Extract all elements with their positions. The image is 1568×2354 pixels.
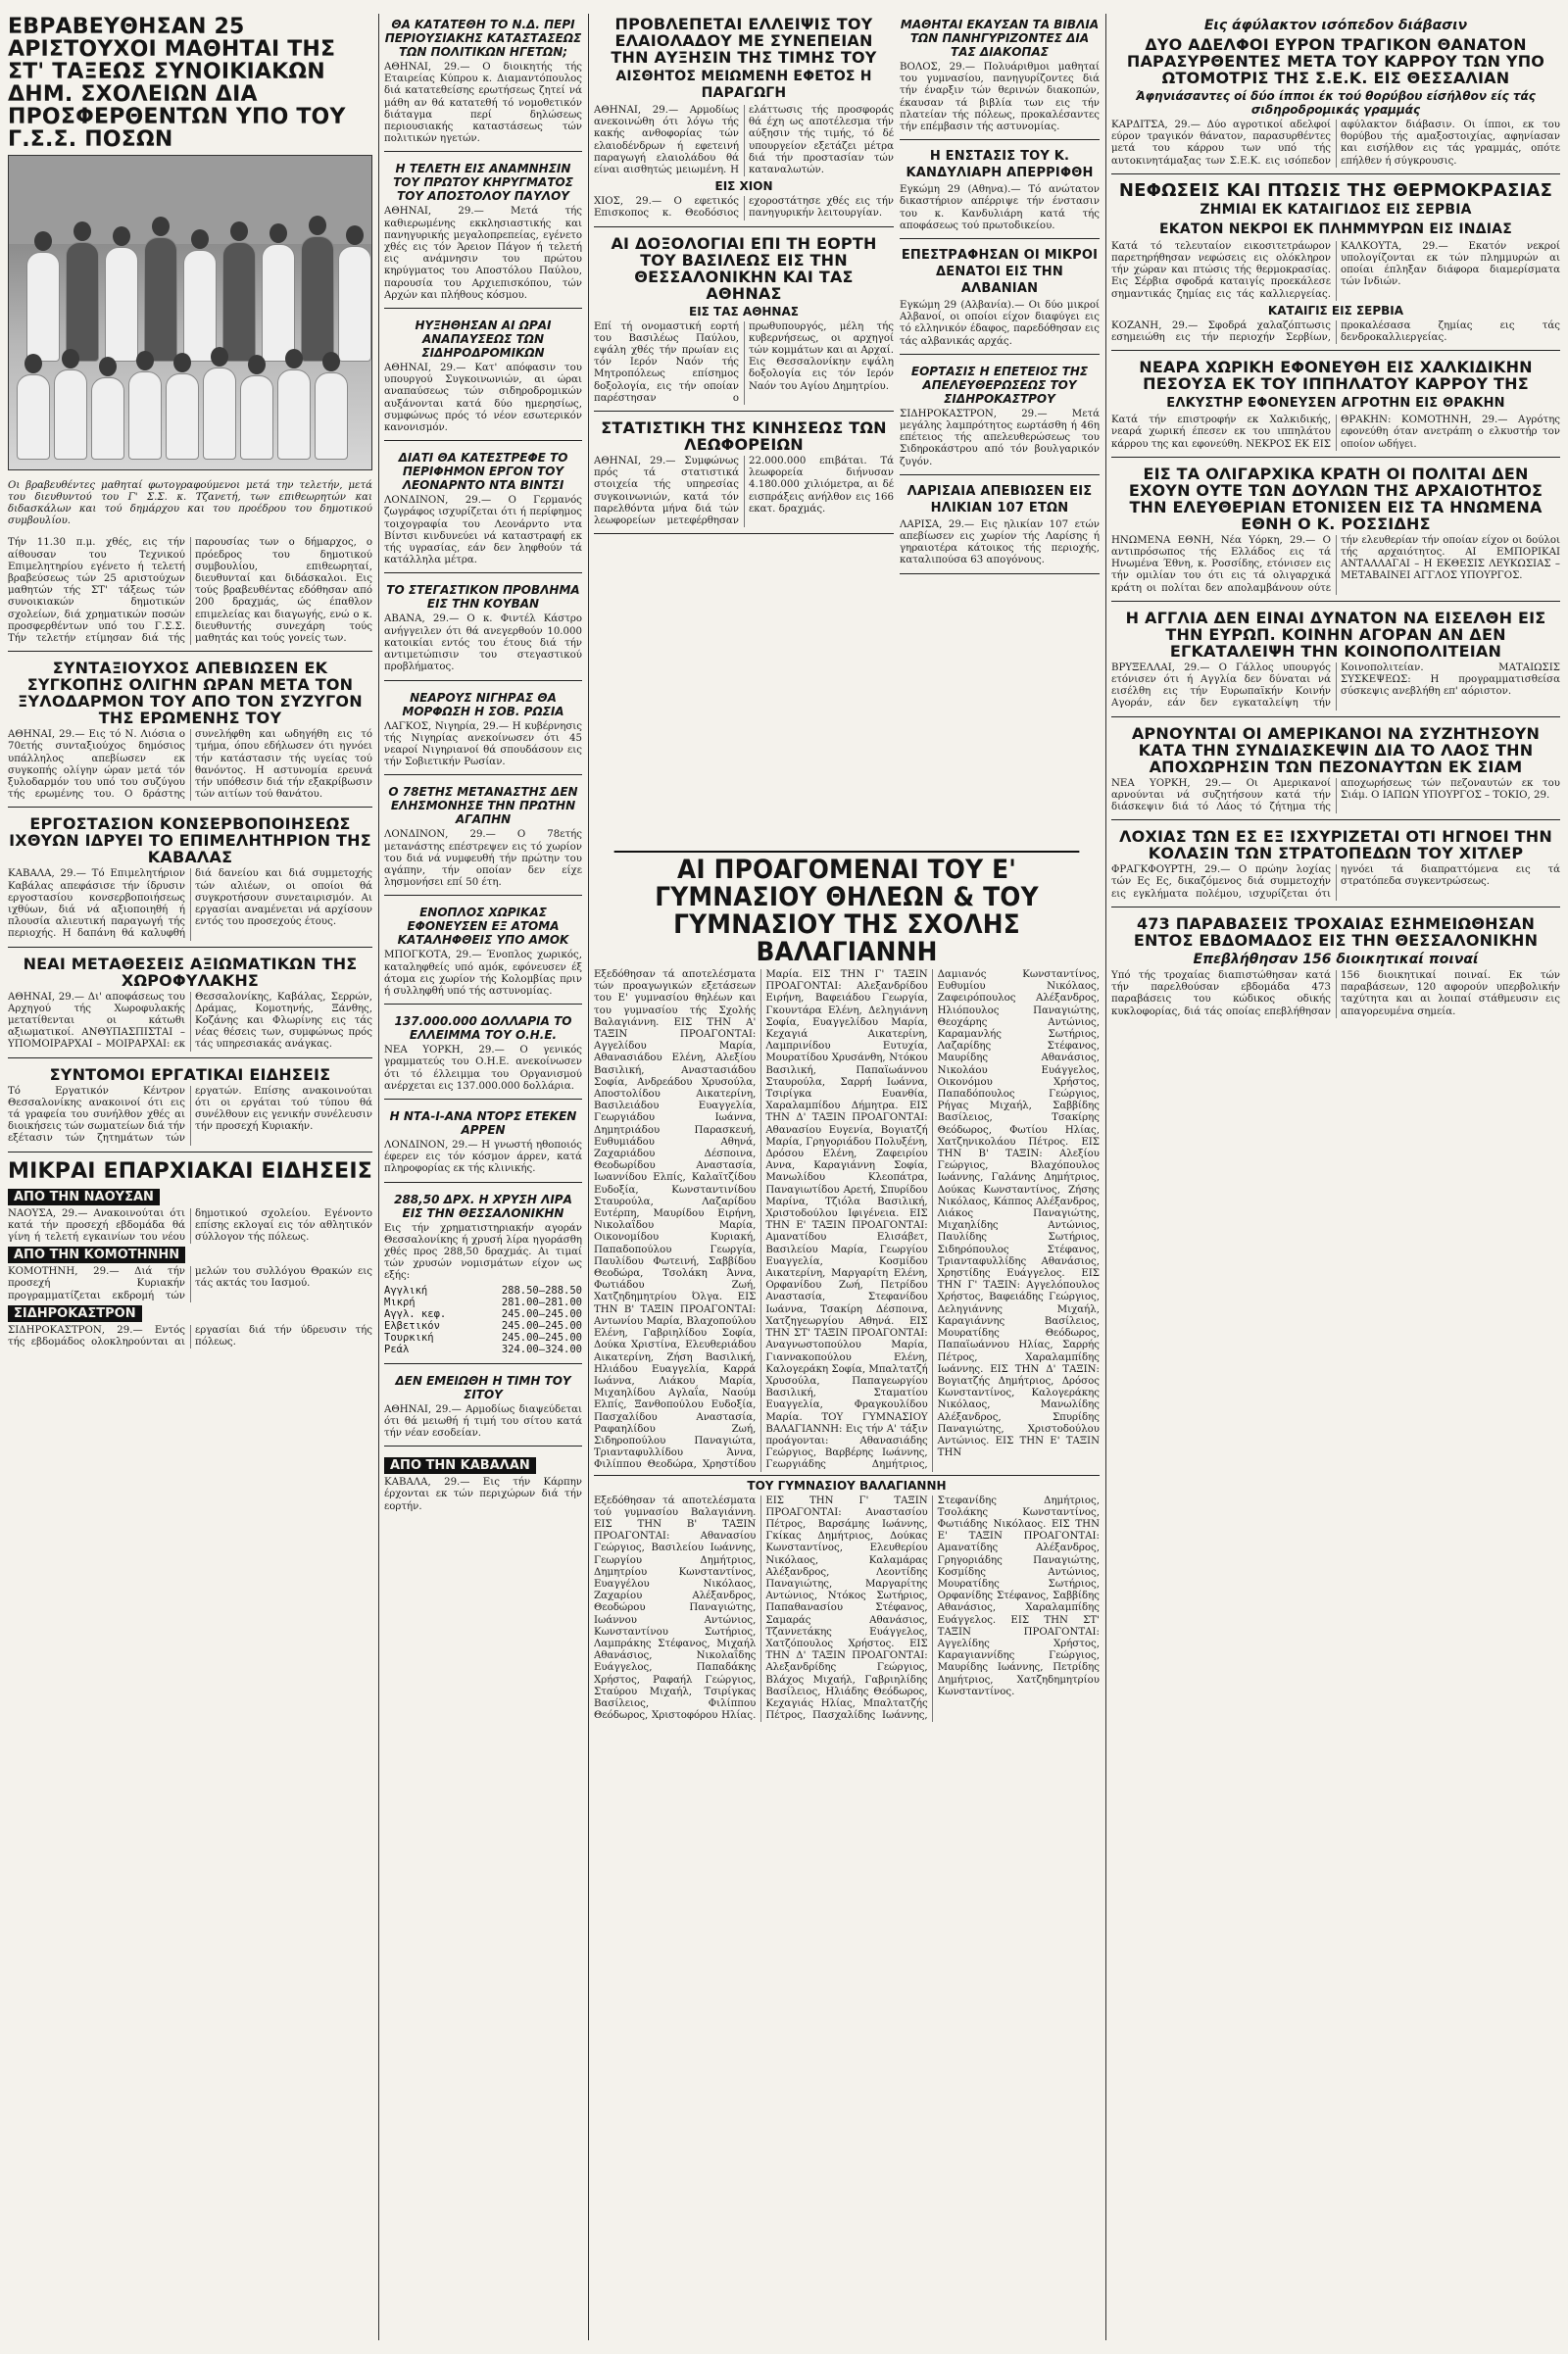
subheadline: ΖΗΜΙΑΙ ΕΚ ΚΑΤΑΙΓΙΔΟΣ ΕΙΣ ΣΕΡΒΙΑ (1200, 201, 1472, 218)
article-body: ΑΘΗΝΑΙ, 29.— Αρμοδίως ανεκοινώθη ότι λόγω τής κακής ανθοφορίας τών ελαιοδένδρων ή εφετεινή παραγωγή ελαιολάδου θά είναι αισθητώς μειωμένη. Η ελάττωσις τής προσφοράς θά έχη ως αποτέλεσμα τήν αύξησιν τής τιμής, τό δέ υπουργείον εξετάζει μέτρα διά τήν προστασίαν τών καταναλωτών. (594, 105, 894, 176)
headline: Ο 78ΕΤΗΣ ΜΕΤΑΝΑΣΤΗΣ ΔΕΝ ΕΛΗΣΜΟΝΗΣΕ ΤΗΝ ΠΡΩΤΗΝ ΑΓΑΠΗΝ (388, 785, 578, 827)
headline: ΣΥΝΤΟΜΟΙ ΕΡΓΑΤΙΚΑΙ ΕΙΔΗΣΕΙΣ (49, 1064, 331, 1084)
headline: ΕΡΓΟΣΤΑΣΙΟΝ ΚΟΝΣΕΡΒΟΠΟΙΗΣΕΩΣ ΙΧΘΥΩΝ ΙΔΡΥΕΙ ΤΟ ΕΠΙΜΕΛΗΤΗΡΙΟΝ ΤΗΣ ΚΑΒΑΛΑΣ (9, 814, 371, 867)
headline: ΑΡΝΟΥΝΤΑΙ ΟΙ ΑΜΕΡΙΚΑΝΟΙ ΝΑ ΣΥΖΗΤΗΣΟΥΝ ΚΑΤΑ ΤΗΝ ΣΥΝΔΙΑΣΚΕΨΙΝ ΔΙΑ ΤΟ ΛΑΟΣ ΤΗΝ ΑΠΟΧΩΡΗΣΙΝ ΤΩΝ ΠΕΖΟΝΑΥΤΩΝ ΕΚ ΣΙΑΜ (1131, 723, 1541, 776)
article-olive-oil (594, 12, 894, 227)
headline: ΕΝΟΠΛΟΣ ΧΩΡΙΚΑΣ ΕΦΟΝΕΥΣΕΝ ΕΞ ΑΤΟΜΑ ΚΑΤΑΛΗΦΘΕΙΣ ΥΠΟ ΑΜΟΚ (397, 906, 569, 948)
article-provincial-news (8, 1156, 372, 1355)
article-brothers-tragic-death (1111, 12, 1560, 174)
article-body: ΦΡΑΓΚΦΟΥΡΤΗ, 29.— Ο πρώην λοχίας τών Ες Ες, δικαζόμενος διά συμμετοχήν εις εγκλήματα πολέμου, ισχυρίζεται ότι ηγνόει τά διαπραττόμενα εις τά στρατόπεδα συγκεντρώσεως. (1111, 864, 1560, 900)
headline: ΕΒΡΑΒΕΥΘΗΣΑΝ 25 ΑΡΙΣΤΟΥΧΟΙ ΜΑΘΗΤΑΙ ΤΗΣ ΣΤ' ΤΑΞΕΩΣ ΣΥΝΟΙΚΙΑΚΩΝ ΔΗΜ. ΣΧΟΛΕΙΩΝ ΔΙΑ ΠΡΟΣΦΕΡΘΕΝΤΩΝ ΥΠΟ ΤΟΥ Γ.Σ.Σ. ΠΟΣΩΝ (8, 15, 346, 152)
article-rossidis (1111, 462, 1560, 602)
article-cuba-housing (384, 577, 582, 680)
figure (203, 368, 236, 460)
article-weather (1111, 178, 1560, 351)
article-body: ΒΡΥΞΕΛΛΑΙ, 29.— Ο Γάλλος υπουργός ετόνισεν ότι ή Αγγλία δεν δύναται νά εισέλθη εις τήν Ευρωπαϊκήν Κοινήν Αγοράν, εάν δεν εγκαταλείψη τήν Κοινοπολιτείαν. ΜΑΤΑΙΩΣΙΣ ΣΥΣΚΕΨΕΩΣ: Η προγραμματισθείσα σύσκεψις ανεβλήθη επ' αόριστον. (1111, 662, 1560, 710)
headline: Η ΑΓΓΛΙΑ ΔΕΝ ΕΙΝΑΙ ΔΥΝΑΤΟΝ ΝΑ ΕΙΣΕΛΘΗ ΕΙΣ ΤΗΝ ΕΥΡΩΠ. ΚΟΙΝΗΝ ΑΓΟΡΑΝ ΑΝ ΔΕΝ ΕΓΚΑΤΑΛΕΙΨΗ ΤΗΝ ΚΟΙΝΟΠΟΛΙΤΕΙΑΝ (1125, 608, 1546, 661)
article-body: ΚΑΡΔΙΤΣΑ, 29.— Δύο αγροτικοί αδελφοί εύρον τραγικόν θάνατον, παρασυρθέντες μετά του κάρρου των υπό τής αυτοκινητάμαξας των Σ.Ε.Κ. εις ισόπεδον αφύλακτον διάβασιν. Οι ίπποι, εκ του θορύβου τής αμαξοστοιχίας, αφηνίασαν και εισήλθον εις τάς γραμμάς, οπότε επήλθεν ή σύγκρουσις. (1111, 120, 1560, 167)
article-body: ΑΘΗΝΑΙ, 29.— Δι' αποφάσεως του Αρχηγού τής Χωροφυλακής μετατίθενται οι κάτωθι αξιωματικοί. ΑΝΘΥΠΑΣΠΙΣΤΑΙ – ΥΠΟΜΟΙΡΑΡΧΑΙ – ΜΟΙΡΑΡΧΑΙ: εκ Θεσσαλονίκης, Καβάλας, Σερρών, Δράμας, Κομοτηνής, Ξάνθης, Κοζάνης και Φλωρίνης εις τάς νέας θέσεις των, συμφώνως πρός τάς υπηρεσιακάς ανάγκας. (8, 991, 372, 1051)
headline: ΜΑΘΗΤΑΙ ΕΚΑΥΣΑΝ ΤΑ ΒΙΒΛΙΑ ΤΩΝ ΠΑΝΗΓΥΡΙΖΟΝΤΕΣ ΔΙΑ ΤΑΣ ΔΙΑΚΟΠΑΣ (900, 18, 1100, 59)
figure (301, 236, 334, 362)
headline: ΤΟ ΣΤΕΓΑΣΤΙΚΟΝ ΠΡΟΒΛΗΜΑ ΕΙΣ ΤΗΝ ΚΟΥΒΑΝ (386, 583, 580, 612)
article-body: ΑΘΗΝΑΙ, 29.— Συμφώνως πρός τά στατιστικά στοιχεία τής υπηρεσίας συγκοινωνιών, κατά τόν παρελθόντα μήνα διά τών λεωφορείων μετεφέρθησαν 22.000.000 επιβάται. Τά λεωφορεία διήνυσαν 4.180.000 χιλιόμετρα, αι δέ εισπράξεις ανήλθον εις 166 εκατ. δραχμάς. (594, 456, 894, 527)
section-label: ΑΠΟ ΤΗΝ ΚΟΜΟΤΗΝΗΝ (8, 1247, 185, 1263)
headline: ΛΑΡΙΣΑΙΑ ΑΠΕΒΙΩΣΕΝ ΕΙΣ ΗΛΙΚΙΑΝ 107 ΕΤΩΝ (906, 483, 1093, 515)
article-body: Υπό τής τροχαίας διαπιστώθησαν κατά τήν παρελθούσαν εβδομάδα 473 παραβάσεις του κώδικος οδικής κυκλοφορίας, διά τάς οποίας επεβλήθησαν 156 διοικητικαί ποιναί. Εκ τών παραβάσεων, 120 αφορούν υπερβολικήν ταχύτητα και αι λοιπαί στάθμευσιν εις απαγορευμένα σημεία. (1111, 969, 1560, 1017)
article-students-awarded (8, 12, 372, 652)
figure (240, 375, 273, 460)
article-wheat-price (384, 1368, 582, 1447)
subheadline: ΕΙΣ ΤΑΣ ΑΘΗΝΑΣ (689, 304, 799, 319)
headline: 288,50 ΔΡΧ. Η ΧΡΥΣΗ ΛΙΡΑ ΕΙΣ ΤΗΝ ΘΕΣΣΑΛΟΝΙΚΗΝ (394, 1192, 572, 1220)
kicker: Εις άφύλακτον ισόπεδον διάβασιν (1203, 18, 1468, 33)
figure (17, 374, 50, 460)
subheadline: ΑΙΣΘΗΤΟΣ ΜΕΙΩΜΕΝΗ ΕΦΕΤΟΣ Η ΠΑΡΑΓΩΓΗ (615, 69, 872, 101)
figure (128, 371, 162, 460)
article-asset-declaration (384, 12, 582, 152)
article-body: ΛΑΡΙΣΑ, 29.— Εις ηλικίαν 107 ετών απεβίωσεν εις χωρίον τής Λαρίσης ή γηραιοτέρα κάτοικος τής περιοχής, καταλιπούσα 63 απογόνους. (900, 518, 1100, 566)
headline: ΑΙ ΠΡΟΑΓΟΜΕΝΑΙ ΤΟΥ Ε' ΓΥΜΝΑΣΙΟΥ ΘΗΛΕΩΝ & ΤΟΥ ΓΥΜΝΑΣΙΟΥ ΤΗΣ ΣΧΟΛΗΣ ΒΑΛΑΓΙΑΝΝΗ (614, 851, 1080, 966)
section-label: ΕΙΣ ΧΙΟΝ (714, 179, 773, 194)
headline: ΝΕΑΡΟΥΣ ΝΙΓΗΡΑΣ ΘΑ ΜΟΡΦΩΣΗ Η ΣΟΒ. ΡΩΣΙΑ (402, 690, 564, 718)
article-body: ΝΕΑ ΥΟΡΚΗ, 29.— Οι Αμερικανοί αρνούνται νά συζητήσουν κατά τήν διάσκεψιν διά τό Λάος τό ζήτημα τής αποχωρήσεως τών πεζοναυτών εκ του Σιάμ. Ο ΙΑΠΩΝ ΥΠΟΥΡΓΟΣ – ΤΟΚΙΟ, 29. (1111, 777, 1560, 813)
headline: ΔΥΟ ΑΔΕΛΦΟΙ ΕΥΡΟΝ ΤΡΑΓΙΚΟΝ ΘΑΝΑΤΟΝ ΠΑΡΑΣΥΡΘΕΝΤΕΣ ΜΕΤΑ ΤΟΥ ΚΑΡΡΟΥ ΤΩΝ ΥΠΟ ΩΤΟΜΟΤΡΙΣ ΤΗΣ Σ.Ε.Κ. ΕΙΣ ΘΕΣΣΑΛΙΑΝ (1126, 35, 1545, 87)
article-body: Εις τήν χρηματιστηριακήν αγοράν Θεσσαλονίκης ή χρυσή λίρα ηγοράσθη χθές προς 288,50 δραχμάς. Αι τιμαί τών χρυσών νομισμάτων είχον ως εξής: (384, 1222, 582, 1282)
headline: ΛΟΧΙΑΣ ΤΩΝ ΕΣ ΕΞ ΙΣΧΥΡΙΖΕΤΑΙ ΟΤΙ ΗΓΝΟΕΙ ΤΗΝ ΚΟΛΑΣΙΝ ΤΩΝ ΣΤΡΑΤΟΠΕΔΩΝ ΤΟΥ ΧΙΤΛΕΡ (1119, 827, 1552, 863)
article-gendarmerie-transfers (8, 952, 372, 1058)
column-2 (384, 12, 582, 2342)
article-body: ΝΑΟΥΣΑ, 29.— Ανακοινούται ότι κατά τήν προσεχή εβδομάδα θά γίνη ή τελετή εγκαινίων του νέου δημοτικού σχολείου. Εγένοντο επίσης εκλογαί εις τόν αθλητικόν σύλλογον τής πόλεως. (8, 1207, 372, 1244)
article-traffic-violations (1111, 911, 1560, 1024)
article-body: Εξεδόθησαν τά αποτελέσματα τού γυμνασίου Βαλαγιάννη. ΕΙΣ ΤΗΝ Β' ΤΑΞΙΝ ΠΡΟΑΓΟΝΤΑΙ: Αθανασίου Γεώργιος, Βασιλείου Ιωάννης, Γεωργίου Δημήτριος, Δημητρίου Κωνσταντίνος, Ευαγγέλου Νικόλαος, Ζαχαρίου Αλέξανδρος, Θεοδώρου Παναγιώτης, Ιωάννου Αντώνιος, Κωνσταντίνου Σωτήριος, Λαμπράκης Στέφανος, Μιχαήλ Αθανάσιος, Νικολαΐδης Ευάγγελος, Παπαδάκης Χρήστος, Ραφαήλ Γεώργιος, Σταύρου Μιχαήλ, Τσιρίγκας Βασίλειος, Φιλίππου Θεόδωρος, Χριστοφόρου Ηλίας. ΕΙΣ ΤΗΝ Γ' ΤΑΞΙΝ ΠΡΟΑΓΟΝΤΑΙ: Αναστασίου Πέτρος, Βαρσάμης Ιωάννης, Γκίκας Δημήτριος, Δούκας Κωνσταντίνος, Ελευθερίου Νικόλαος, Καλαμάρας Αλέξανδρος, Λεοντίδης Παναγιώτης, Μαργαρίτης Αντώνιος, Ντόκος Σωτήριος, Παπαθανασίου Στέφανος, Σαμαράς Αθανάσιος, Τζαννετάκης Ευάγγελος, Χατζόπουλος Χρήστος. ΕΙΣ ΤΗΝ Δ' ΤΑΞΙΝ ΠΡΟΑΓΟΝΤΑΙ: Αλεξανδρίδης Γεώργιος, Βλάχος Μιχαήλ, Γαβριηλίδης Βασίλειος, Ηλιάδης Θεόδωρος, Κεχαγιάς Ηλίας, Μπαλτατζής Πέτρος, Πασχαλίδης Ιωάννης, Στεφανίδης Δημήτριος, Τσολάκης Κωνσταντίνος, Φωτιάδης Νικόλαος. ΕΙΣ ΤΗΝ Ε' ΤΑΞΙΝ ΠΡΟΑΓΟΝΤΑΙ: Αμανατίδης Αλέξανδρος, Γρηγοριάδης Παναγιώτης, Κοσμίδης Αντώνιος, Μουρατίδης Σωτήριος, Ορφανίδης Στέφανος, Σαββίδης Αθανάσιος, Χαραλαμπίδης Ευάγγελος. ΕΙΣ ΤΗΝ ΣΤ' ΤΑΞΙΝ ΠΡΟΑΓΟΝΤΑΙ: Αγγελίδης Χρήστος, Καραγιαννίδης Γεώργιος, Μαυρίδης Ιωάννης, Πετρίδης Δημήτριος, Χατζηδημητρίου Κωνσταντίνος. (594, 1495, 1100, 1722)
rate-row: Μικρή 281.00—281.00 (384, 1296, 582, 1308)
gold-rates-table (384, 1285, 582, 1355)
headline: ΕΠΕΣΤΡΑΦΗΣΑΝ ΟΙ ΜΙΚΡΟΙ ΔΕΝΑΤΟΙ ΕΙΣ ΤΗΝ ΑΛΒΑΝΙΑΝ (901, 248, 1099, 297)
article-body: Τήν 11.30 π.μ. χθές, εις τήν αίθουσαν του Τεχνικού Επιμελητηρίου εγένετο ή τελετή βραβεύσεως τών 25 αριστούχων μαθητών τής ΣΤ' τάξεως τών συνοικιακών δημοτικών σχολείων, διά χρηματικών ποσών προσφερθέντων υπό του Γ.Σ.Σ. Τήν τελετήν ετίμησαν διά τής παρουσίας των ο δήμαρχος, ο πρόεδρος του δημοτικού συμβουλίου, επιθεωρηταί, διευθυνταί και διδάσκαλοι. Εις τούς βραβευθέντας εδόθησαν από 200 δραχμάς, ώς έπαθλον επιμελείας και διαγωγής, ενώ ο κ. διευθυντής συνεχάρη τούς μαθητάς και τούς γονείς των. (8, 537, 372, 644)
headline: ΝΕΦΩΣΕΙΣ ΚΑΙ ΠΤΩΣΙΣ ΤΗΣ ΘΕΡΜΟΚΡΑΣΙΑΣ (1118, 179, 1553, 201)
article-ss-sergeant (1111, 824, 1560, 907)
headline: ΠΡΟΒΛΕΠΕΤΑΙ ΕΛΛΕΙΨΙΣ ΤΟΥ ΕΛΑΙΟΛΑΔΟΥ ΜΕ ΣΥΝΕΠΕΙΑΝ ΤΗΝ ΑΥΞΗΣΙΝ ΤΗΣ ΤΙΜΗΣ ΤΟΥ (611, 15, 877, 67)
column-5 (1111, 12, 1560, 2342)
article-body: Επί τή ονομαστική εορτή του Βασιλέως Παύλου, εψάλη χθές τήν πρωίαν εις τόν Ιερόν Ναόν τής Μητροπόλεως επίσημος δοξολογία, εις τήν οποίαν παρέστησαν ο πρωθυπουργός, μέλη τής κυβερνήσεως, οι αρχηγοί τών κομμάτων και αι Αρχαί. Εις Θεσσαλονίκην εψάλη δοξολογία εις τόν Ιερόν Ναόν του Αγίου Δημητρίου. (594, 320, 894, 404)
headline: ΔΙΑΤΙ ΘΑ ΚΑΤΕΣΤΡΕΦΕ ΤΟ ΠΕΡΙΦΗΜΟΝ ΕΡΓΟΝ ΤΟΥ ΛΕΟΝΑΡΝΤΟ ΝΤΑ ΒΙΝΤΣΙ (398, 451, 568, 493)
article-body: ΚΑΒΑΛΑ, 29.— Εις τήν Κάρπην έρχονται εκ τών περιχώρων διά τήν εορτήν. (384, 1477, 582, 1512)
photo-students (8, 155, 372, 470)
headline: ΜΙΚΡΑΙ ΕΠΑΡΧΙΑΚΑΙ ΕΙΔΗΣΕΙΣ (8, 1158, 372, 1184)
figure (166, 373, 199, 460)
article-body: ΚΟΖΑΝΗ, 29.— Σφοδρά χαλαζόπτωσις εσημειώθη εις τήν περιοχήν Σερβίων, προκαλέσασα ζημίας εις τάς δενδροκαλλιεργείας. (1111, 319, 1560, 344)
article-body: ΗΝΩΜΕΝΑ ΕΘΝΗ, Νέα Υόρκη, 29.— Ο αντιπρόσωπος τής Ελλάδος εις τά Ηνωμένα Έθνη, κ. Ροσσίδης, ετόνισεν εις τήν ομιλίαν του ότι εις τά ολιγαρχικά κράτη οι πολίται δεν απολαμβάνουν ούτε τήν ελευθερίαν τήν οποίαν είχον οι δούλοι τής αρχαιότητος. ΑΙ ΕΜΠΟΡΙΚΑΙ ΑΝΤΑΛΛΑΓΑΙ – Η ΕΚΘΕΣΙΣ ΛΕΥΚΩΣΙΑΣ – ΜΕΤΑΒΑΙΝΕΙ ΑΓΓΛΟΣ ΥΠΟΥΡΓΟΣ. (1111, 534, 1560, 594)
article-amok (384, 900, 582, 1005)
figure (91, 377, 124, 460)
figure (66, 242, 99, 362)
article-body: Κατά τήν επιστροφήν εκ Χαλκιδικής, νεαρά χωρική έπεσεν εκ του ιππηλάτου κάρρου της και εφονεύθη. ΝΕΚΡΟΣ ΕΚ ΕΙΣ ΘΡΑΚΗΝ: ΚΟΜΟΤΗΝΗ, 29.— Αγρότης εφονεύθη όταν ανετράπη ο ελκυστήρ τον οποίον ωδήγει. (1111, 415, 1560, 450)
article-body: Τό Εργατικόν Κέντρον Θεσσαλονίκης ανακοινοί ότι εις τά γραφεία του συνήλθον χθές αι διοικήσεις τών σωματείων διά τήν εξέτασιν τών ζητημάτων τών εργατών. Επίσης ανακοινούται ότι οι εργάται τού τύπου θά συνέλθουν εις γενικήν συνέλευσιν τήν προσεχή Κυριακήν. (8, 1085, 372, 1145)
school-results-block (594, 851, 1100, 2342)
subheadline: Άφηνιάσαντες οί δύο ίπποι έκ τού θορύβου είσήλθον είς τάς σιδηροδρομικάς γραμμάς (1136, 89, 1536, 117)
subheadline: ΕΛΚΥΣΤΗΡ ΕΦΟΝΕΥΣΕΝ ΑΓΡΟΤΗΝ ΕΙΣ ΘΡΑΚΗΝ (1166, 396, 1505, 412)
article-body: ΑΘΗΝΑΙ, 29.— Εις τό Ν. Λιόσια ο 70ετής συνταξιούχος δημόσιος υπάλληλος απεβίωσεν εκ συγκοπής ολίγην ώραν μετά τόν ξυλοδαρμόν του υπό του συζύγου τής ερωμένης του. Ο δράστης συνελήφθη και ωδηγήθη εις τό τμήμα, όπου εδήλωσεν ότι ηγνόει τήν κατάστασιν τής υγείας τού θανόντος. Η αστυνομία ερευνά τήν υπόθεσιν διά τήν εξακρίβωσιν τών αιτίων τού θανάτου. (8, 729, 372, 801)
headline: Η ΕΝΣΤΑΣΙΣ ΤΟΥ Κ. ΚΑΝΔΥΛΙΑΡΗ ΑΠΕΡΡΙΦΘΗ (906, 149, 1094, 181)
headline: ΔΕΝ ΕΜΕΙΩΘΗ Η ΤΙΜΗ ΤΟΥ ΣΙΤΟΥ (395, 1373, 571, 1401)
headline: 137.000.000 ΔΟΛΛΑΡΙΑ ΤΟ ΕΛΛΕΙΜΜΑ ΤΟΥ Ο.Η.Ε. (394, 1014, 572, 1043)
article-larisa (900, 479, 1100, 574)
article-body: ΝΕΑ ΥΟΡΚΗ, 29.— Ο γενικός γραμματεύς του Ο.Η.Ε. ανεκοίνωσεν ότι τό έλλειμμα του Οργανισμού ανέρχεται εις 137.000.000 δολλάρια. (384, 1045, 582, 1092)
article-chalkidiki (1111, 355, 1560, 458)
figure (183, 250, 217, 362)
figure (338, 246, 371, 362)
rate-row: Ρεάλ 324.00—324.00 (384, 1343, 582, 1355)
article-body: Εγκώμη 29 (Αλβανία).— Οι δύο μικροί Αλβανοί, οι οποίοι είχον διαφύγει εις τό ελληνικόν έδαφος, παρεδόθησαν εις τάς αλβανικάς αρχάς. (900, 300, 1100, 347)
article-fish-cannery (8, 811, 372, 947)
column-1 (8, 12, 372, 2342)
article-body: ΛΑΓΚΟΣ, Νιγηρία, 29.— Η κυβέρνησις τής Νιγηρίας ανεκοίνωσεν ότι 45 νεαροί Νιγηριανοί θά σπουδάσουν εις τήν Σοβιετικήν Ρωσίαν. (384, 720, 582, 768)
article-body: ΑΘΗΝΑΙ, 29.— Αρμοδίως διαψεύδεται ότι θά μειωθή ή τιμή του σίτου κατά τήν νέαν εσοδείαν. (384, 1403, 582, 1439)
subheadline: Επεβλήθησαν 156 διοικητικαί ποιναί (1193, 951, 1479, 967)
article-body: ΚΑΒΑΛΑ, 29.— Τό Επιμελητήριον Καβάλας απεφάσισε τήν ίδρυσιν εργοστασίου κονσερβοποιήσεως ιχθύων, διά νά αξιοποιηθή ή πλουσία αλιευτική παραγωγή τής περιοχής. Η δαπάνη θά καλυφθή διά δανείου και διά συμμετοχής τών αλιέων, οι οποίοι θά συγκροτήσουν συνεταιρισμόν. Αι εργασίαι αναμένεται νά αρχίσουν εντός του προσεχούς έτους. (8, 868, 372, 940)
figure (54, 369, 87, 460)
article-sidirokastro (900, 359, 1100, 475)
figure (262, 244, 295, 362)
article-apostle-paul (384, 156, 582, 309)
article-doxology (594, 231, 894, 412)
rate-row: Τουρκική 245.00—245.00 (384, 1331, 582, 1344)
article-pensioner (8, 656, 372, 808)
article-body: ΚΟΜΟΤΗΝΗ, 29.— Διά τήν προσεχή Κυριακήν προγραμματίζεται εκδρομή τών μελών του συλλόγου Θρακών εις τάς ακτάς του Ιασμού. (8, 1266, 372, 1301)
article-emigrant (384, 779, 582, 896)
article-body: ΛΟΝΔΙΝΟΝ, 29.— Ο Γερμανός ζωγράφος ισχυρίζεται ότι ή περίφημος τοιχογραφία του Λεονάρντο ντα Βίντσι κινδυνεύει νά καταστραφή εκ τής υγρασίας, εάν δεν ληφθούν τά κατάλληλα μέτρα. (384, 495, 582, 566)
article-actress (384, 1103, 582, 1183)
column-rule (378, 14, 379, 2340)
section-label: ΑΠΟ ΤΗΝ ΚΑΒΑΛΑΝ (384, 1457, 536, 1474)
article-body: ΛΟΝΔΙΝΟΝ, 29.— Η γνωστή ηθοποιός έφερεν εις τόν κόσμον άρρεν, κατά πληροφορίας εκ τής κλινικής. (384, 1139, 582, 1175)
figure (277, 369, 311, 460)
rate-row: Αγγλ. κεφ. 245.00—245.00 (384, 1307, 582, 1320)
section-label: ΣΙΔΗΡΟΚΑΣΤΡΟΝ (8, 1305, 142, 1322)
headline: ΕΙΣ ΤΑ ΟΛΙΓΑΡΧΙΚΑ ΚΡΑΤΗ ΟΙ ΠΟΛΙΤΑΙ ΔΕΝ ΕΧΟΥΝ ΟΥΤΕ ΤΩΝ ΔΟΥΛΩΝ ΤΗΣ ΑΡΧΑΙΟΤΗΤΟΣ ΤΗΝ ΕΛΕΥΘΕΡΙΑΝ ΕΤΟΝΙΣΕΝ ΕΙΣ ΤΑ ΗΝΩΜΕΝΑ ΕΘΝΗ Ο Κ. ΡΟΣΣΙΔΗΣ (1128, 464, 1544, 533)
figure (26, 252, 60, 362)
article-gold-sovereign (384, 1187, 582, 1364)
article-body: ΑΘΗΝΑΙ, 29.— Κατ' απόφασιν του υπουργού Συγκοινωνιών, αι ώραι αναπαύσεως τών σιδηροδρομικών αυξάνονται κατά δύο ημερησίως, συμφώνως πρός τό νέον εσωτερικόν κανονισμόν. (384, 363, 582, 434)
headline: ΘΑ ΚΑΤΑΤΕΘΗ ΤΟ Ν.Δ. ΠΕΡΙ ΠΕΡΙΟΥΣΙΑΚΗΣ ΚΑΤΑΣΤΑΣΕΩΣ ΤΩΝ ΠΟΛΙΤΙΚΩΝ ΗΓΕΤΩΝ; (384, 18, 582, 59)
figure (222, 242, 256, 362)
article-body: ΑΒΑΝΑ, 29.— Ο κ. Φιντέλ Κάστρο ανήγγειλεν ότι θά ανεγερθούν 10.000 κατοικίαι εντός του έτους διά τήν αντιμετώπισιν του στεγαστικού προβλήματος. (384, 613, 582, 673)
article-body: Εξεδόθησαν τά αποτελέσματα τών προαγωγικών εξετάσεων του Ε' γυμνασίου θηλέων και του γυμνασίου τής Σχολής Βαλαγιάννη. ΕΙΣ ΤΗΝ Α' ΤΑΞΙΝ ΠΡΟΑΓΟΝΤΑΙ: Αγγελίδου Μαρία, Αθανασιάδου Ελένη, Αλεξίου Βασιλική, Αναστασιάδου Σοφία, Ανδρεάδου Χρυσούλα, Αποστολίδου Αικατερίνη, Βασιλειάδου Ευαγγελία, Γεωργιάδου Ιωάννα, Δημητριάδου Παρασκευή, Ευθυμιάδου Αθηνά, Ζαχαριάδου Δέσποινα, Θεοδωρίδου Αναστασία, Ιωαννίδου Ελπίς, Καλαϊτζίδου Ευδοξία, Κωνσταντινίδου Σταυρούλα, Λαζαρίδου Ευτέρπη, Μαυρίδου Ειρήνη, Νικολαΐδου Μαρία, Οικονομίδου Κυριακή, Παπαδοπούλου Γεωργία, Παυλίδου Φωτεινή, Σαββίδου Θεοδώρα, Τσολάκη Άννα, Φωτιάδου Ζωή, Χατζηδημητρίου Όλγα. ΕΙΣ ΤΗΝ Β' ΤΑΞΙΝ ΠΡΟΑΓΟΝΤΑΙ: Αντωνίου Μαρία, Βλαχοπούλου Ελένη, Γαβριηλίδου Σοφία, Δούκα Χριστίνα, Ελευθεριάδου Αικατερίνη, Ζήση Βασιλική, Ηλιάδου Ευαγγελία, Καρρά Ιωάννα, Λιάκου Μαρία, Μιχαηλίδου Αγλαΐα, Ναούμ Ελπίς, Ξανθοπούλου Ευδοξία, Πασχαλίδου Αναστασία, Ραφαηλίδου Ζωή, Σιδηροπούλου Παναγιώτα, Τριανταφυλλίδου Άννα, Φιλίππου Θεοδώρα, Χρηστίδου Μαρία. ΕΙΣ ΤΗΝ Γ' ΤΑΞΙΝ ΠΡΟΑΓΟΝΤΑΙ: Αλεξανδρίδου Ειρήνη, Βαφειάδου Γεωργία, Γκουντάρα Ελένη, Δεληγιάννη Σοφία, Ευαγγελίδου Μαρία, Κεχαγιά Αικατερίνη, Λαμπρινίδου Ευτυχία, Μουρατίδου Χρυσάνθη, Ντόκου Βασιλική, Παπαϊωάννου Σταυρούλα, Σαρρή Ιωάννα, Τσιρίγκα Ευανθία, Χαραλαμπίδου Δήμητρα. ΕΙΣ ΤΗΝ Δ' ΤΑΞΙΝ ΠΡΟΑΓΟΝΤΑΙ: Αθανασίου Ευγενία, Βογιατζή Μαρία, Γρηγοριάδου Πολυξένη, Δρόσου Ελένη, Ζαφειρίου Αννα, Καραγιάννη Σοφία, Μανωλίδου Κλεοπάτρα, Παναγιωτίδου Αρετή, Σπυρίδου Μαρίνα, Τζιόλα Βασιλική, Χριστοδούλου Ιφιγένεια. ΕΙΣ ΤΗΝ Ε' ΤΑΞΙΝ ΠΡΟΑΓΟΝΤΑΙ: Αμανατίδου Ελισάβετ, Βασιλείου Μαρία, Γεωργίου Ευαγγελία, Κοσμίδου Αικατερίνη, Μαργαρίτη Ελένη, Ορφανίδου Ζωή, Πετρίδου Αναστασία, Στεφανίδου Ιωάννα, Τσακίρη Δέσποινα, Χατζηγεωργίου Αθηνά. ΕΙΣ ΤΗΝ ΣΤ' ΤΑΞΙΝ ΠΡΟΑΓΟΝΤΑΙ: Αναγνωστοπούλου Μαρία, Γιαννακοπούλου Ελένη, Καλογεράκη Σοφία, Μπαλτατζή Χρυσούλα, Παπαγεωργίου Βασιλική, Σταματίου Ευαγγελία, Φραγκουλίδου Μαρία. ΤΟΥ ΓΥΜΝΑΣΙΟΥ ΒΑΛΑΓΙΑΝΝΗ: Εις τήν Α' τάξιν προάγονται: Αθανασιάδης Γεώργιος, Βαρβέρης Ιωάννης, Γεωργιάδης Δημήτριος, Δαμιανός Κωνσταντίνος, Ευθυμίου Νικόλαος, Ζαφειρόπουλος Αλέξανδρος, Ηλιόπουλος Παναγιώτης, Θεοχάρης Αντώνιος, Καραμανλής Σωτήριος, Λαζαρίδης Στέφανος, Μαυρίδης Αθανάσιος, Νικολάου Ευάγγελος, Οικονόμου Χρήστος, Παπαδόπουλος Γεώργιος, Ρήγας Μιχαήλ, Σαββίδης Βασίλειος, Τσακίρης Θεόδωρος, Φωτίου Ηλίας, Χατζηνικολάου Πέτρος. ΕΙΣ ΤΗΝ Β' ΤΑΞΙΝ: Αλεξίου Γεώργιος, Βλαχόπουλος Ιωάννης, Γαλάνης Δημήτριος, Δούκας Κωνσταντίνος, Ζήσης Νικόλαος, Κάππος Αλέξανδρος, Λιάκος Παναγιώτης, Μιχαηλίδης Αντώνιος, Παυλίδης Σωτήριος, Σιδηρόπουλος Στέφανος, Τριανταφυλλίδης Αθανάσιος, Χρηστίδης Ευάγγελος. ΕΙΣ ΤΗΝ Γ' ΤΑΞΙΝ: Αγγελόπουλος Χρήστος, Βαφειάδης Γεώργιος, Δεληγιάννης Μιχαήλ, Καραγιάννης Βασίλειος, Μουρατίδης Θεόδωρος, Παπαϊωάννου Ηλίας, Σαρρής Πέτρος, Χαραλαμπίδης Ιωάννης. ΕΙΣ ΤΗΝ Δ' ΤΑΞΙΝ: Βογιατζής Δημήτριος, Δρόσος Κωνσταντίνος, Καλογεράκης Νικόλαος, Μανωλίδης Αλέξανδρος, Σπυρίδης Παναγιώτης, Χριστοδούλου Αντώνιος. ΕΙΣ ΤΗΝ Ε' ΤΑΞΙΝ ΤΗΝ (594, 969, 1100, 1471)
article-body: ΛΟΝΔΙΝΟΝ, 29.— Ο 78ετής μετανάστης επέστρεψεν εις τό χωρίον του διά νά νυμφευθή τήν πρώτην του αγάπην, τήν οποίαν δεν είχε λησμονήσει επί 50 έτη. (384, 829, 582, 889)
article-da-vinci (384, 445, 582, 573)
headline: ΗΥΞΗΘΗΣΑΝ ΑΙ ΩΡΑΙ ΑΝΑΠΑΥΣΕΩΣ ΤΩΝ ΣΙΔΗΡΟΔΡΟΜΙΚΩΝ (415, 319, 552, 361)
headline: ΑΙ ΔΟΞΟΛΟΓΙΑΙ ΕΠΙ ΤΗ ΕΟΡΤΗ ΤΟΥ ΒΑΣΙΛΕΩΣ ΕΙΣ ΤΗΝ ΘΕΣΣΑΛΟΝΙΚΗΝ ΚΑΙ ΤΑΣ ΑΘΗΝΑΣ (611, 233, 877, 303)
article-body: ΣΙΔΗΡΟΚΑΣΤΡΟΝ, 29.— Εντός τής εβδομάδος ολοκληρούνται αι εργασίαι διά τήν ύδρευσιν τής πόλεως. (8, 1324, 372, 1349)
headline: ΣΥΝΤΑΞΙΟΥΧΟΣ ΑΠΕΒΙΩΣΕΝ ΕΚ ΣΥΓΚΟΠΗΣ ΟΛΙΓΗΝ ΩΡΑΝ ΜΕΤΑ ΤΟΝ ΞΥΛΟΔΑΡΜΟΝ ΤΟΥ ΑΠΟ ΤΟΝ ΣΥΖΥΓΟΝ ΤΗΣ ΕΡΩΜΕΝΗΣ ΤΟΥ (18, 659, 363, 728)
figure (105, 247, 138, 362)
article-body: ΧΙΟΣ, 29.— Ο εφετικός Επισκοπος κ. Θεοδόσιος εχοροστάτησε χθές εις τήν πανηγυρικήν λειτουργίαν. (594, 196, 894, 220)
headline: ΝΕΑΙ ΜΕΤΑΘΕΣΕΙΣ ΑΞΙΩΜΑΤΙΚΩΝ ΤΗΣ ΧΩΡΟΦΥΛΑΚΗΣ (23, 954, 358, 990)
article-body: ΜΠΟΓΚΟΤΑ, 29.— Ένοπλος χωρικός, καταληφθείς υπό αμόκ, εφόνευσεν έξ άτομα εις χωρίον τής Κολομβίας πριν ή συλληφθή υπό τής αστυνομίας. (384, 950, 582, 997)
headline: 473 ΠΑΡΑΒΑΣΕΙΣ ΤΡΟΧΑΙΑΣ ΕΣΗΜΕΙΩΘΗΣΑΝ ΕΝΤΟΣ ΕΒΔΟΜΑΔΟΣ ΕΙΣ ΤΗΝ ΘΕΣΣΑΛΟΝΙΚΗΝ (1133, 913, 1539, 950)
article-bus-statistics (594, 416, 894, 534)
article-body: ΒΟΛΟΣ, 29.— Πολυάριθμοι μαθηταί του γυμνασίου, πανηγυρίζοντες διά τήν έναρξιν τών θερινών διακοπών, έκαυσαν τά βιβλία των εις τήν πλατείαν τής πόλεως, προκαλέσαντες τήν επέμβασιν τής αστυνομίας. (900, 62, 1100, 133)
article-body: ΣΙΔΗΡΟΚΑΣΤΡΟΝ, 29.— Μετά μεγάλης λαμπρότητος εωρτάσθη ή 46η επέτειος τής απελευθερώσεως του Σιδηροκάστρου από τόν βουλγαρικόν ζυγόν. (900, 408, 1100, 467)
article-railway-rest (384, 313, 582, 441)
article-body: Εγκώμη 29 (Αθηνα).— Τό ανώτατον δικαστήριον απέρριψε τήν ένστασιν του κ. Κανδυλιάρη κατά τής αποφάσεως τού πρωτοδικείου. (900, 184, 1100, 231)
article-labor-news (8, 1062, 372, 1152)
article-body: ΑΘΗΝΑΙ, 29.— Μετά τής καθιερωμένης εκκλησιαστικής και πανηγυρικής μεγαλοπρεπείας, εγένετο χθές εις τόν Άρειον Πάγον ή τελετή εις ανάμνησιν του πρώτου κηρύγματος του Αποστόλου Παύλου, παρουσία του Αρχιεπισκόπου, τών Αρχών και πλήθους κόσμου. (384, 206, 582, 301)
subheadline: ΤΟΥ ΓΥΜΝΑΣΙΟΥ ΒΑΛΑΓΙΑΝΝΗ (594, 1475, 1100, 1493)
figure (315, 372, 348, 460)
article-england-common-market (1111, 606, 1560, 717)
headline: Η ΝΤΑ-Ι-ΑΝΑ ΝΤΟΡΣ ΕΤΕΚΕΝ ΑΡΡΕΝ (389, 1108, 577, 1137)
section-label: ΚΑΤΑΙΓΙΣ ΕΙΣ ΣΕΡΒΙΑ (1267, 303, 1404, 318)
rate-row: Αγγλική 288.50—288.50 (384, 1284, 582, 1297)
article-americans-laos (1111, 721, 1560, 821)
article-body: Κατά τό τελευταίον εικοσιτετράωρον παρετηρήθησαν νεφώσεις εις ολόκληρον τήν χώραν και πτώσις τής θερμοκρασίας. Εις Σέρβια σφοδρά καταιγίς προεκάλεσε σημαντικάς ζημίας εις τάς καλλιεργείας. ΚΑΛΚΟΥΤΑ, 29.— Εκατόν νεκροί υπολογίζονται εκ τών πλημμυρών αι οποίαι έπληξαν διάφορα διαμερίσματα τών Ινδιών. (1111, 240, 1560, 300)
subheadline: ΕΚΑΤΟΝ ΝΕΚΡΟΙ ΕΚ ΠΛΗΜΜΥΡΩΝ ΕΙΣ ΙΝΔΙΑΣ (1159, 221, 1512, 237)
headline: ΣΤΑΤΙΣΤΙΚΗ ΤΗΣ ΚΙΝΗΣΕΩΣ ΤΩΝ ΛΕΩΦΟΡΕΙΩΝ (601, 418, 887, 455)
rate-row: Ελβετικόν 245.00—245.00 (384, 1319, 582, 1332)
section-label: ΑΠΟ ΤΗΝ ΝΑΟΥΣΑΝ (8, 1189, 160, 1205)
figure (144, 237, 177, 362)
article-un-deficit (384, 1008, 582, 1100)
headline: Η ΤΕΛΕΤΗ ΕΙΣ ΑΝΑΜΝΗΣΙΝ ΤΟΥ ΠΡΩΤΟΥ ΚΗΡΥΓΜΑΤΟΣ ΤΟΥ ΑΠΟΣΤΟΛΟΥ ΠΑΥΛΟΥ (393, 162, 573, 204)
column-rule (1105, 14, 1106, 2340)
headline: ΝΕΑΡΑ ΧΩΡΙΚΗ ΕΦΟΝΕΥΘΗ ΕΙΣ ΧΑΛΚΙΔΙΚΗΝ ΠΕΣΟΥΣΑ ΕΚ ΤΟΥ ΙΠΠΗΛΑΤΟΥ ΚΑΡΡΟΥ ΤΗΣ (1139, 358, 1533, 394)
article-burned-books (900, 12, 1100, 140)
headline: ΕΟΡΤΑΣΙΣ Η ΕΠΕΤΕΙΟΣ ΤΗΣ ΑΠΕΛΕΥΘΕΡΩΣΕΩΣ ΤΟΥ ΣΙΔΗΡΟΚΑΣΤΡΟΥ (910, 364, 1089, 406)
article-kavala (384, 1450, 582, 1519)
article-albania (900, 243, 1100, 355)
article-kandyliaris (900, 144, 1100, 239)
article-body: ΑΘΗΝΑΙ, 29.— Ο διοικητής τής Εταιρείας Κύπρου κ. Διαμαντόπουλος διά κατατεθείσης ερωτήσεως ζητεί νά μάθη αν θά κατατεθή τό νομοθετικόν διάταγμα περί δηλώσεως περιουσιακής καταστάσεως τών πολιτικών ηγετών. (384, 62, 582, 145)
column-rule (588, 14, 589, 2340)
photo-caption: Οι βραβευθέντες μαθηταί φωτογραφούμενοι μετά την τελετήν, μετά του διευθυντού του Γ' Σ.Σ. κ. Τζανετή, των επιθεωρητών και διδασκάλων και τού δημάρχου και του προέδρου του δημοτικού συμβουλίου. (8, 480, 372, 527)
article-nigeria (384, 685, 582, 776)
